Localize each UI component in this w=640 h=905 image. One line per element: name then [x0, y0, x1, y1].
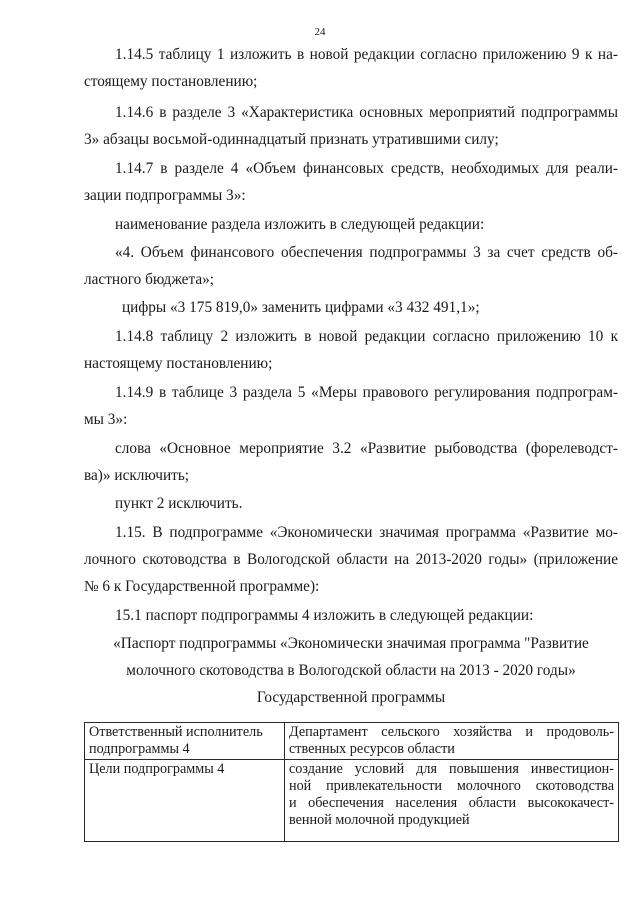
paragraph-3-line-1: 1.14.7 в разделе 4 «Объем финансовых средств, необходимых для реали- [115, 160, 618, 177]
paragraph-5-line-1: «4. Объем финансового обеспечения подпрограммы 3 за счет средств об- [115, 244, 618, 261]
paragraph-8-line-2: мы 3»: [84, 411, 128, 428]
paragraph-12-line-1: 15.1 паспорт подпрограммы 4 изложить в следующей редакции: [115, 607, 534, 624]
paragraph-11-line-2: лочного скотоводства в Вологодской области на 2013-2020 годы» (приложение [84, 551, 618, 568]
row1-label-line-1: Ответственный исполнитель [89, 724, 263, 740]
paragraph-4-line-1: наименование раздела изложить в следующей редакции: [115, 216, 485, 233]
passport-table [84, 722, 619, 842]
row2-value-line-3: и обеспечения населения области высококачест- [289, 795, 614, 811]
row2-value-line-2: ной привлекательности молочного скотоводства [289, 778, 614, 794]
row1-value-line-1: Департамент сельского хозяйства и продоволь- [289, 724, 614, 740]
paragraph-3-line-2: зации подпрограммы 3»: [84, 187, 246, 204]
paragraph-1-line-1: 1.14.5 таблицу 1 изложить в новой редакции согласно приложению 9 к на- [115, 46, 618, 63]
passport-title-line-1: «Паспорт подпрограммы «Экономически значимая программа "Развитие [113, 635, 589, 652]
paragraph-5-line-2: ластного бюджета»; [84, 271, 215, 288]
paragraph-7-line-2: настоящему постановлению; [84, 355, 273, 372]
passport-title-line-2: молочного скотоводства в Вологодской области на 2013 - 2020 годы» [126, 662, 576, 679]
paragraph-1-line-2: стоящему постановлению; [84, 73, 258, 90]
paragraph-7-line-1: 1.14.8 таблицу 2 изложить в новой редакции согласно приложению 10 к [115, 328, 618, 345]
table-cell-value [285, 723, 619, 760]
table-row [85, 760, 619, 842]
passport-title-line-3: Государственной программы [256, 689, 446, 706]
row1-label-line-2: подпрограммы 4 [89, 741, 190, 757]
table-cell-value [285, 760, 619, 842]
paragraph-2-line-2: 3» абзацы восьмой-одиннадцатый признать утратившими силу; [84, 131, 499, 148]
table-cell-label [85, 760, 285, 842]
paragraph-11-line-1: 1.15. В подпрограмме «Экономически значимая программа «Развитие мо- [115, 524, 618, 541]
row2-value-line-4: венной молочной продукцией [289, 812, 470, 828]
paragraph-9-line-2: ва)» исключить; [84, 467, 190, 484]
paragraph-8-line-1: 1.14.9 в таблице 3 раздела 5 «Меры правового регулирования подпрограм- [115, 384, 618, 401]
page-number: 24 [314, 26, 326, 38]
table-cell-label [85, 723, 285, 760]
row2-value-line-1: создание условий для повышения инвестицион- [289, 761, 614, 777]
paragraph-9-line-1: слова «Основное мероприятие 3.2 «Развитие рыбоводства (форелеводст- [115, 440, 618, 457]
paragraph-6-line-1: цифры «3 175 819,0» заменить цифрами «3 432 491,1»; [122, 299, 480, 316]
paragraph-10-line-1: пункт 2 исключить. [115, 495, 243, 512]
paragraph-11-line-3: № 6 к Государственной программе): [84, 578, 320, 595]
row2-label-line-1: Цели подпрограммы 4 [89, 761, 225, 777]
paragraph-2-line-1: 1.14.6 в разделе 3 «Характеристика основных мероприятий подпрограммы [115, 104, 618, 121]
table-row [85, 723, 619, 760]
row1-value-line-2: ственных ресурсов области [289, 741, 455, 757]
